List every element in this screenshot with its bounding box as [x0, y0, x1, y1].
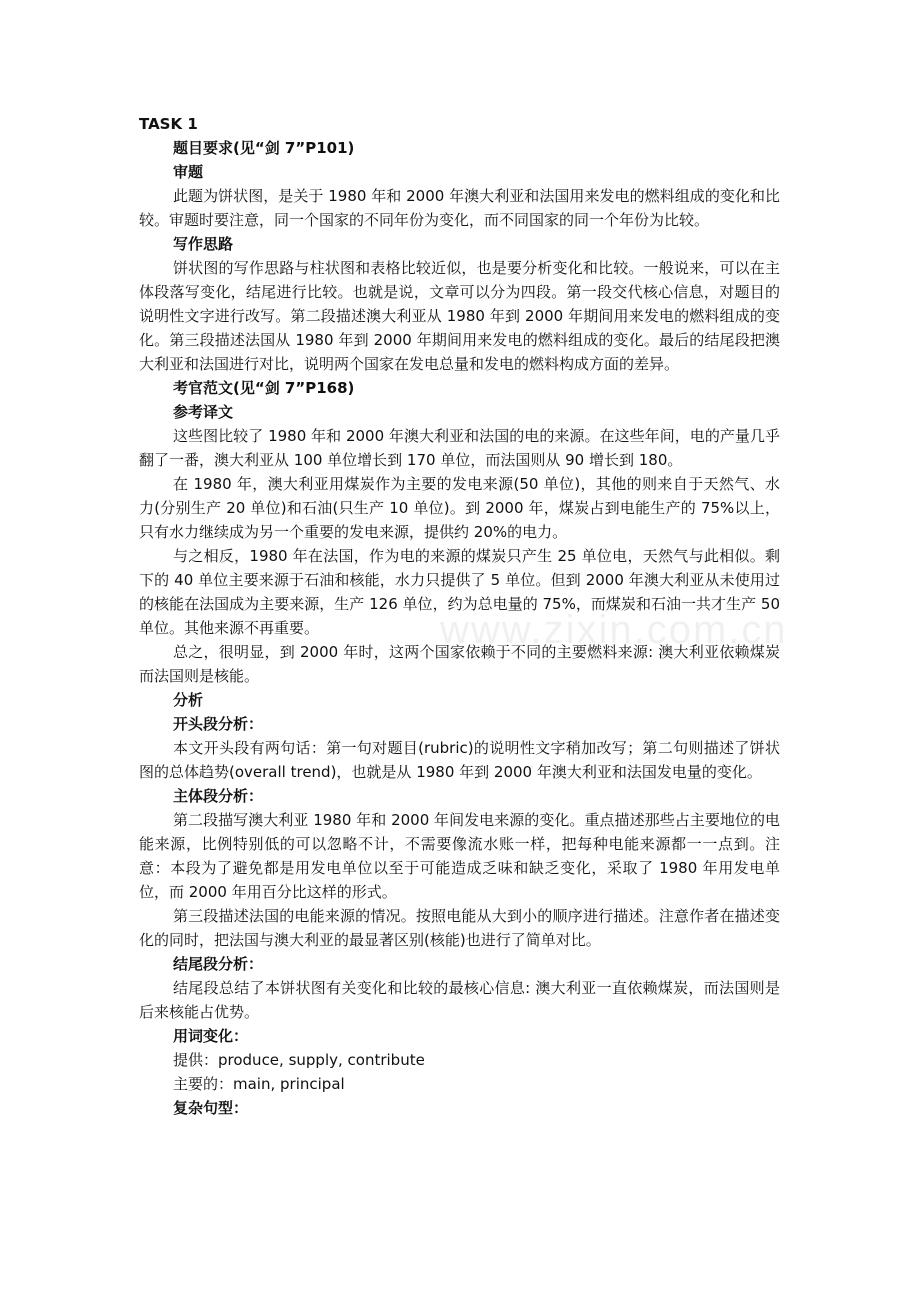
heading-writing-approach: 写作思路 [173, 235, 234, 253]
paragraph-translation-2: 在 1980 年，澳大利亚用煤炭作为主要的发电来源(50 单位)，其他的则来自于天然气、水力(分别生产 20 单位)和石油(只生产 10 单位)。到 2000 年，煤炭占到电能生产的 75%以上，只有水力继续成为另一个重要的发电来源，提供约 20%的电力。 [139, 475, 780, 541]
vocabulary-item-provide: 提供：produce, supply, contribute [173, 1051, 425, 1069]
vocabulary-item-main: 主要的：main, principal [173, 1075, 345, 1093]
heading-vocabulary: 用词变化： [173, 1027, 249, 1045]
heading-model-essay: 考官范文(见“剑 7”P168) [173, 379, 355, 397]
paragraph-shenti: 此题为饼状图，是关于 1980 年和 2000 年澳大利亚和法国用来发电的燃料组成的变化和比较。审题时要注意，同一个国家的不同年份为变化，而不同国家的同一个年份为比较。 [139, 187, 780, 229]
document-body [139, 112, 780, 1120]
paragraph-writing-approach: 饼状图的写作思路与柱状图和表格比较近似，也是要分析变化和比较。一般说来，可以在主体段落写变化，结尾进行比较。也就是说，文章可以分为四段。第一段交代核心信息，对题目的说明性文字进行改写。第二段描述澳大利亚从 1980 年到 2000 年期间用来发电的燃料组成的变化。第三段描述法国从 1980 年到 2000 年期间用来发电的燃料组成的变化。最后的结尾段把澳大利亚和法国进行对比，说明两个国家在发电总量和发电的燃料构成方面的差异。 [139, 259, 780, 373]
paragraph-body-analysis-2: 第三段描述法国的电能来源的情况。按照电能从大到小的顺序进行描述。注意作者在描述变化的同时，把法国与澳大利亚的最显著区别(核能)也进行了简单对比。 [139, 907, 780, 949]
paragraph-opening-analysis: 本文开头段有两句话：第一句对题目(rubric)的说明性文字稍加改写；第二句则描述了饼状图的总体趋势(overall trend)，也就是从 1980 年到 2000 年澳大利亚和法国发电量的变化。 [139, 739, 780, 781]
task-title: TASK 1 [139, 115, 198, 133]
paragraph-translation-4: 总之，很明显，到 2000 年时，这两个国家依赖于不同的主要燃料来源: 澳大利亚依赖煤炭而法国则是核能。 [139, 643, 780, 685]
heading-ending-analysis: 结尾段分析： [173, 955, 264, 973]
paragraph-body-analysis-1: 第二段描写澳大利亚 1980 年和 2000 年间发电来源的变化。重点描述那些占主要地位的电能来源，比例特别低的可以忽略不计，不需要像流水账一样，把每种电能来源都一一点到。注意：本段为了避免都是用发电单位以至于可能造成乏味和缺乏变化，采取了 1980 年用发电单位，而 2000 年用百分比这样的形式。 [139, 811, 780, 901]
watermark: www.zixin.com.cn [440, 608, 788, 652]
heading-opening-analysis: 开头段分析： [173, 715, 264, 733]
paragraph-translation-3: 与之相反，1980 年在法国，作为电的来源的煤炭只产生 25 单位电，天然气与此相似。剩下的 40 单位主要来源于石油和核能，水力只提供了 5 单位。但到 2000 年澳大利亚从未使用过的核能在法国成为主要来源，生产 126 单位，约为总电量的 75%，而煤炭和石油一共才生产 50 单位。其他来源不再重要。 [139, 547, 780, 637]
heading-complex-sentences: 复杂句型： [173, 1099, 249, 1117]
heading-shenti: 审题 [173, 163, 204, 181]
heading-requirement: 题目要求(见“剑 7”P101) [173, 139, 355, 157]
heading-body-analysis: 主体段分析： [173, 787, 264, 805]
paragraph-ending-analysis: 结尾段总结了本饼状图有关变化和比较的最核心信息: 澳大利亚一直依赖煤炭，而法国则是后来核能占优势。 [139, 979, 780, 1021]
heading-analysis: 分析 [173, 691, 204, 709]
paragraph-translation-1: 这些图比较了 1980 年和 2000 年澳大利亚和法国的电的来源。在这些年间，电的产量几乎翻了一番，澳大利亚从 100 单位增长到 170 单位，而法国则从 90 增长到 180。 [139, 427, 780, 469]
heading-translation: 参考译文 [173, 403, 234, 421]
